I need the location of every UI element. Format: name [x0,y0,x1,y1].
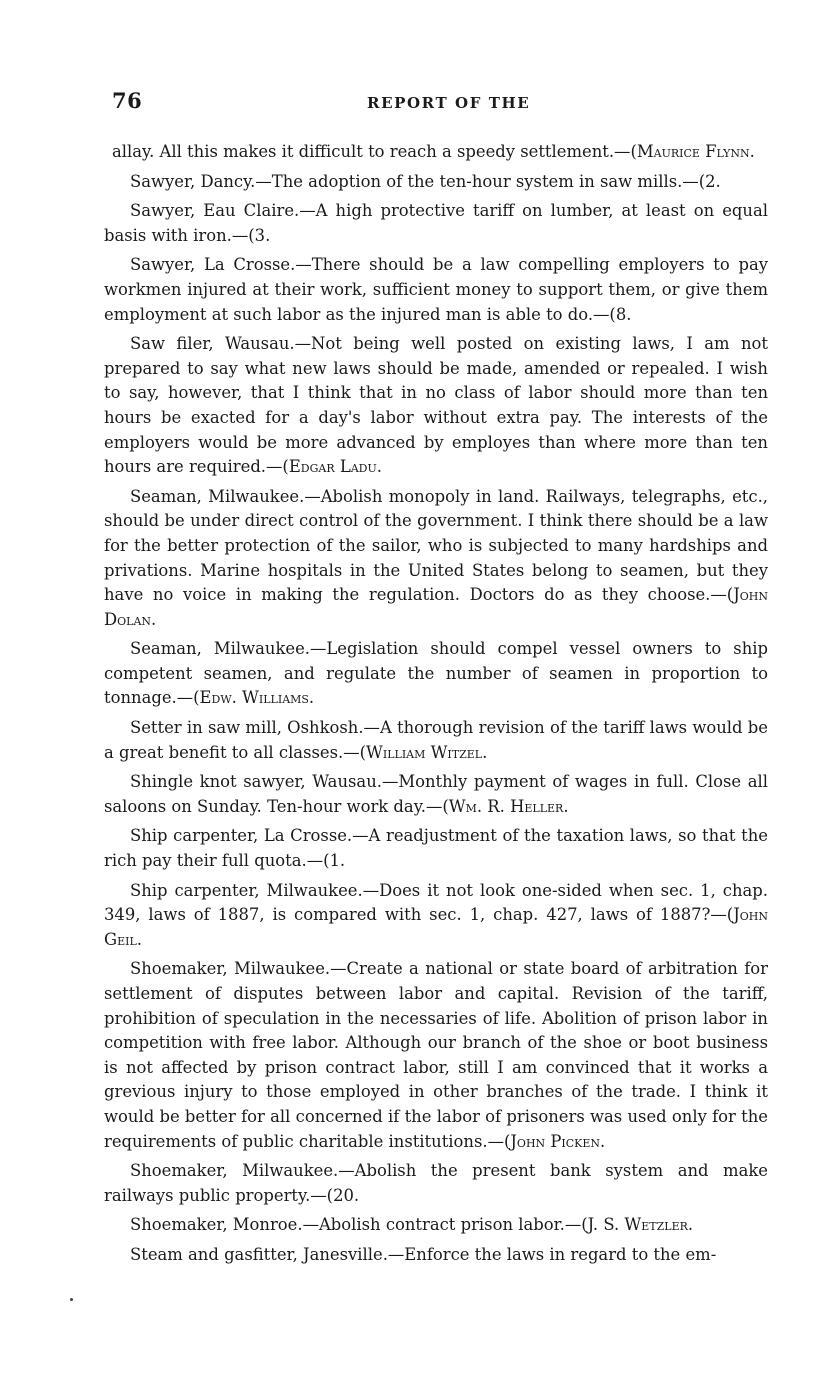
running-title: REPORT OF THE [367,94,531,112]
entry-paragraph [104,879,768,953]
entry-signature: Edw. Williams. [199,688,315,708]
entry-paragraph [104,1213,768,1238]
print-speck [70,1298,73,1301]
entry-signature: J. S. Wetzler. [587,1215,694,1235]
entry-signature: Edgar Ladu. [288,457,382,477]
entry-paragraph [104,716,768,765]
entry-text: Sawyer, Eau Claire.—A high protective tariff on lumber, at least on equal basis with iron.—(3. [104,201,768,245]
entry-text: Ship carpenter, La Crosse.—A readjustment of the taxation laws, so that the rich pay their full quota.—(1. [104,826,768,871]
entry-signature: John Dolan. [104,585,768,629]
entry-text: Shoemaker, Milwaukee.—Create a national or state board of arbitration for settlement of disputes between labor and capital. Revision of the tariff, prohibition of speculation in the necessaries of life. Abolition of prison labor in competition with free labor. Although our branch of the shoe or boot business is not affected by prison contract labor, still I am convinced that it works a grevious injury to those employed in other branches of the trade. I think it would be better for all concerned if the labor of prisoners was used only for the requirements of public charitable institutions.—( [104,959,768,1151]
entry-paragraph [104,332,768,480]
entry-text: Sawyer, La Crosse.—There should be a law compelling employers to pay workmen injured at their work, sufficient money to support them, or give them employment at such labor as the injured man is able to do.—(8. [104,255,768,324]
entry-text: Ship carpenter, Milwaukee.—Does it not look one-sided when sec. 1, chap. 349, laws of 1887, is compared with sec. 1, chap. 427, laws of 1887?—( [104,880,768,925]
entry-paragraph [104,824,768,873]
entry-paragraph [104,170,768,195]
entry-paragraph [104,1243,768,1268]
entry-signature: Wm. R. Heller. [448,796,569,816]
entry-text: Sawyer, Dancy.—The adoption of the ten-hour system in saw mills.—(2. [130,171,721,191]
entry-signature: John Picken. [510,1131,606,1151]
entry-text: Shoemaker, Milwaukee.—Abolish the present bank system and make railways public property.—(20. [104,1161,768,1205]
entry-paragraph [104,957,768,1154]
entry-paragraph [104,1159,768,1208]
entry-paragraph [104,199,768,248]
entry-paragraph [104,770,768,819]
entry-signature: Maurice Flynn. [636,142,755,161]
page-header [112,88,772,118]
entry-text: Setter in saw mill, Oshkosh.—A thorough revision of the tariff laws would be a great benefit to all classes.—( [104,718,768,762]
entry-paragraph [104,485,768,633]
entry-paragraph [104,637,768,711]
entry-text: Shoemaker, Monroe.—Abolish contract prison labor.—( [130,1215,588,1235]
entry-signature: John Geil. [104,905,768,949]
entry-paragraph [104,140,768,165]
entry-text: Saw filer, Wausau.—Not being well posted on existing laws, I am not prepared to say what new laws should be made, amended or repealed. I wish to say, however, that I think that in no class of labor should more than ten hours be exacted for a day's labor without extra pay. The interests of the employers would be more advanced by employes than where more than ten hours are required.—( [104,334,768,477]
entry-paragraph [104,253,768,327]
entry-signature: William Witzel. [366,742,488,762]
entry-text: Seaman, Milwaukee.—Legislation should compel vessel owners to ship competent seamen, and regulate the number of seamen in proportion to tonnage.—( [104,639,768,708]
page-number: 76 [112,88,143,113]
body-text [104,140,768,1273]
entry-text: Steam and gasfitter, Janesville.—Enforce the laws in regard to the em- [130,1244,717,1264]
entry-text: Shingle knot sawyer, Wausau.—Monthly payment of wages in full. Close all saloons on Sunday. Ten-hour work day.—( [104,772,768,816]
entry-text: Seaman, Milwaukee.—Abolish monopoly in land. Railways, telegraphs, etc., should be under direct control of the government. I think there should be a law for the better protection of the sailor, who is subjected to many hardships and privations. Marine hospitals in the United States belong to seamen, but they have no voice in making the regulation. Doctors do as they choose.—( [104,486,768,605]
entry-text: allay. All this makes it difficult to reach a speedy settlement.—( [112,142,637,161]
